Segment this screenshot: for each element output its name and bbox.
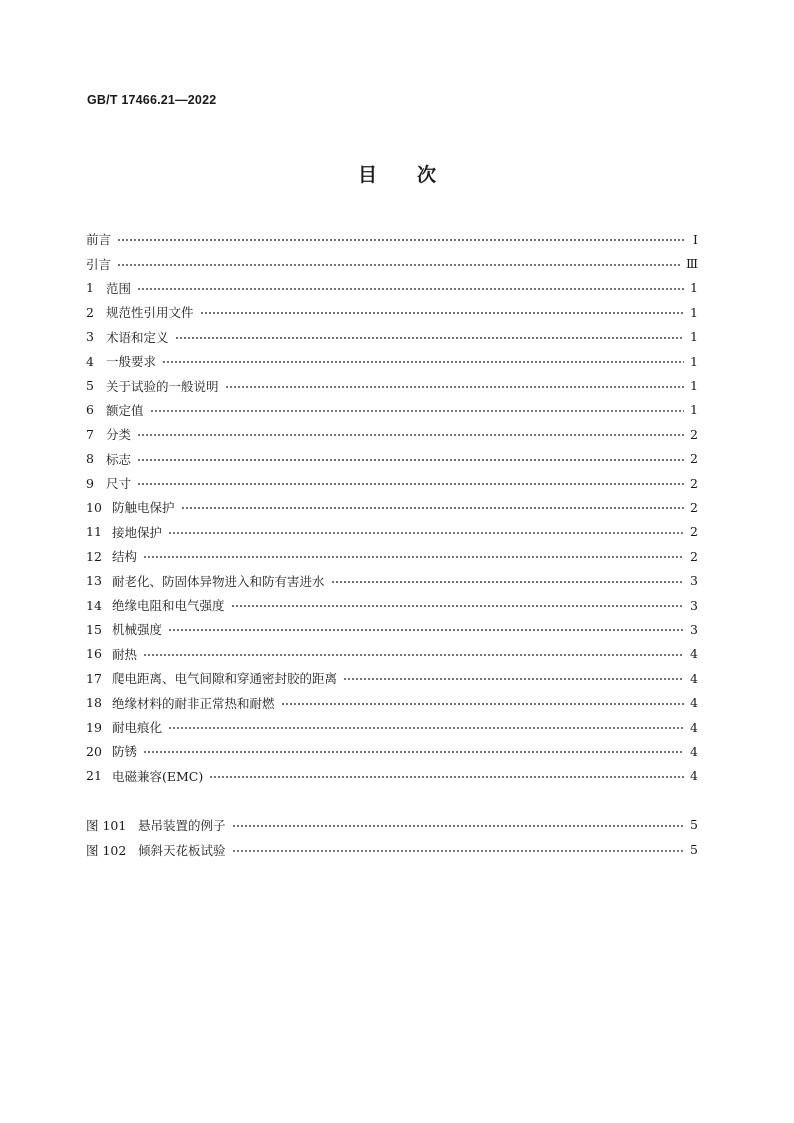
- toc-entry-number: 8: [86, 451, 94, 467]
- toc-entry-label: 耐热: [112, 646, 138, 662]
- toc-entry-label: 引言: [86, 256, 112, 272]
- dot-leader: [168, 629, 684, 631]
- toc-entry-label: 电磁兼容(EMC): [112, 768, 204, 784]
- toc-entry-number: 3: [86, 329, 94, 345]
- toc-entry-page: 2: [690, 548, 698, 564]
- toc-entry[interactable]: [86, 593, 698, 617]
- dot-leader: [168, 532, 684, 534]
- toc-entry-page: 4: [690, 646, 698, 662]
- toc-entry[interactable]: [86, 739, 698, 763]
- toc-entry-number: 19: [86, 719, 102, 735]
- figure-entry-number: 图 102: [86, 842, 127, 858]
- toc-entry-page: 3: [690, 621, 698, 637]
- toc-entry-page: 3: [690, 597, 698, 613]
- toc-entry[interactable]: [86, 300, 698, 324]
- dot-leader: [137, 434, 684, 436]
- toc-entry-label: 耐老化、防固体异物进入和防有害进水: [112, 573, 325, 589]
- dot-leader: [200, 312, 684, 314]
- toc-entry[interactable]: [86, 373, 698, 397]
- toc-entry-number: 17: [86, 670, 102, 686]
- toc-entry-label: 标志: [106, 451, 132, 467]
- toc-entry-page: 2: [690, 499, 698, 515]
- toc-entry-number: 15: [86, 621, 102, 637]
- list-of-figures: [86, 812, 698, 862]
- figure-entry[interactable]: [86, 837, 698, 862]
- dot-leader: [117, 264, 680, 266]
- toc-entry[interactable]: [86, 398, 698, 422]
- toc-entry[interactable]: [86, 447, 698, 471]
- toc-entry-page: 2: [690, 524, 698, 540]
- toc-entry-label: 规范性引用文件: [106, 305, 194, 321]
- toc-entry[interactable]: [86, 349, 698, 373]
- dot-leader: [225, 386, 684, 388]
- toc-entry-label: 结构: [112, 549, 138, 565]
- toc-entry-page: 4: [690, 719, 698, 735]
- toc-entry[interactable]: [86, 690, 698, 714]
- toc-entry-page: 4: [690, 768, 698, 784]
- toc-entry-label: 防锈: [112, 744, 138, 760]
- dot-leader: [281, 703, 684, 705]
- dot-leader: [143, 751, 684, 753]
- toc-entry-page: 4: [690, 670, 698, 686]
- toc-entry-number: 7: [86, 426, 94, 442]
- toc-entry-number: 21: [86, 768, 102, 784]
- toc-entry-label: 范围: [106, 280, 132, 296]
- toc-entry-number: 20: [86, 743, 102, 759]
- toc-entry-label: 接地保护: [112, 524, 163, 540]
- toc-entry[interactable]: [86, 325, 698, 349]
- dot-leader: [137, 483, 684, 485]
- toc-entry[interactable]: [86, 642, 698, 666]
- figure-entry-number: 图 101: [86, 817, 127, 833]
- toc-entry[interactable]: [86, 764, 698, 788]
- dot-leader: [343, 678, 684, 680]
- toc-entry-label: 额定值: [106, 402, 144, 418]
- toc-entry[interactable]: [86, 251, 698, 275]
- toc-entry-label: 前言: [86, 232, 112, 248]
- toc-entry-label: 耐电痕化: [112, 720, 163, 735]
- toc-entry-label: 术语和定义: [106, 329, 169, 345]
- toc-entry-page: 1: [690, 402, 698, 418]
- toc-entry-number: 12: [86, 548, 102, 564]
- toc-entry[interactable]: [86, 568, 698, 592]
- toc-entry-page: 2: [690, 451, 698, 467]
- dot-leader: [162, 361, 684, 363]
- figure-entry-page: 5: [690, 817, 698, 832]
- toc-entry-page: 3: [690, 573, 698, 589]
- toc-entry-page: 1: [690, 329, 698, 345]
- toc-entry-label: 一般要求: [106, 354, 157, 370]
- toc-entry-label: 防触电保护: [112, 500, 175, 516]
- dot-leader: [181, 507, 684, 509]
- dot-leader: [143, 556, 684, 558]
- toc-entry-number: 1: [86, 280, 94, 296]
- figure-entry-label: 倾斜天花板试验: [138, 842, 226, 858]
- toc-entry-page: Ⅲ: [685, 256, 698, 272]
- dot-leader: [137, 288, 684, 290]
- toc-entry-page: 1: [690, 378, 698, 394]
- dot-leader: [150, 410, 684, 412]
- figure-entry[interactable]: [86, 812, 698, 837]
- toc-entry-label: 爬电距离、电气间隙和穿通密封胶的距离: [112, 671, 338, 687]
- toc-entry-number: 6: [86, 402, 94, 418]
- toc-entry-number: 5: [86, 378, 94, 394]
- toc-entry-page: 4: [690, 743, 698, 759]
- toc-entry[interactable]: [86, 617, 698, 641]
- toc-entry-number: 9: [86, 475, 94, 491]
- toc-entry-label: 关于试验的一般说明: [106, 378, 219, 394]
- toc-entry-page: 1: [690, 353, 698, 369]
- toc-entry-number: 10: [86, 499, 102, 515]
- toc-entry[interactable]: [86, 544, 698, 568]
- dot-leader: [232, 850, 685, 852]
- dot-leader: [175, 337, 684, 339]
- dot-leader: [231, 605, 684, 607]
- page-title: 目次: [357, 164, 476, 186]
- toc-entry-page: 4: [690, 695, 698, 711]
- toc-entry-label: 机械强度: [112, 622, 163, 638]
- toc-entry-number: 11: [86, 524, 102, 540]
- dot-leader: [331, 581, 684, 583]
- toc-entry-page: Ⅰ: [693, 231, 698, 247]
- toc-entry[interactable]: [86, 227, 698, 251]
- toc-entry[interactable]: [86, 666, 698, 690]
- dot-leader: [209, 776, 684, 778]
- toc-entry-page: 1: [690, 304, 698, 320]
- toc-entry-number: 2: [86, 304, 94, 320]
- toc-entry-label: 分类: [106, 427, 132, 443]
- dot-leader: [143, 654, 684, 656]
- dot-leader: [232, 825, 685, 827]
- toc-entry-page: 2: [690, 475, 698, 491]
- toc-entry-label: 绝缘电阻和电气强度: [112, 598, 225, 614]
- toc-entry-number: 13: [86, 573, 102, 589]
- standard-number: GB/T 17466.21—2022: [87, 93, 217, 107]
- toc-entry[interactable]: [86, 715, 698, 739]
- toc-entry[interactable]: [86, 495, 698, 519]
- toc-entry-number: 16: [86, 646, 102, 662]
- toc-entry[interactable]: [86, 422, 698, 446]
- toc-entry-label: 绝缘材料的耐非正常热和耐燃: [112, 695, 275, 711]
- toc-entry[interactable]: [86, 471, 698, 495]
- table-of-contents: [86, 227, 698, 788]
- toc-entry-page: 2: [690, 426, 698, 442]
- toc-entry-number: 18: [86, 695, 102, 711]
- toc-entry-number: 4: [86, 353, 94, 369]
- toc-entry[interactable]: [86, 520, 698, 544]
- toc-entry[interactable]: [86, 276, 698, 300]
- toc-entry-label: 尺寸: [106, 476, 132, 492]
- figure-entry-page: 5: [690, 842, 698, 857]
- dot-leader: [137, 459, 684, 461]
- dot-leader: [117, 239, 684, 241]
- figure-entry-label: 悬吊装置的例子: [138, 817, 226, 833]
- dot-leader: [168, 727, 684, 729]
- toc-entry-number: 14: [86, 597, 102, 613]
- toc-entry-page: 1: [690, 280, 698, 296]
